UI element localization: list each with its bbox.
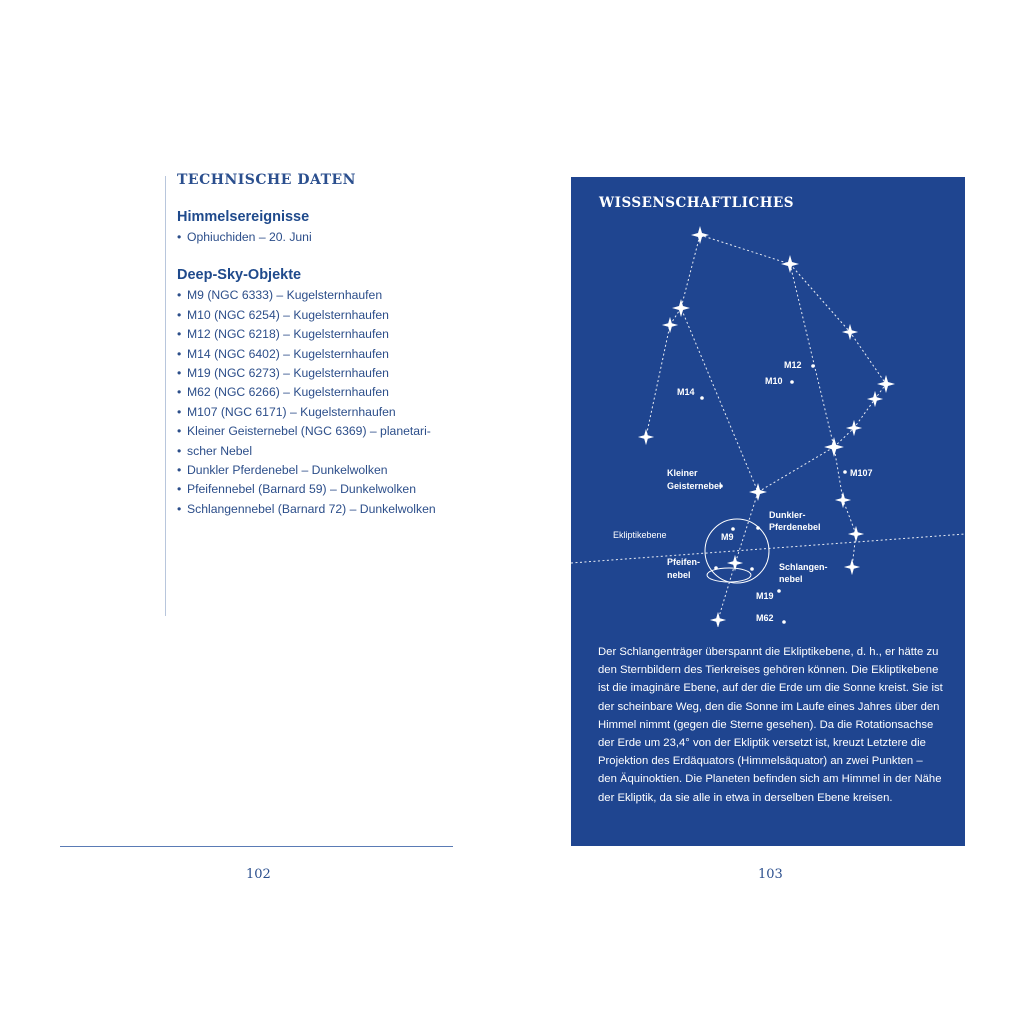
deepsky-list (177, 286, 457, 519)
left-column-rule (165, 176, 166, 616)
list-item: • Pfeifennebel (Barnard 59) – Dunkelwolken (177, 480, 457, 499)
ophiuchus-star-map (571, 177, 965, 627)
label-m62: M62 (756, 613, 774, 623)
events-list (177, 228, 457, 247)
star-icon (691, 226, 709, 244)
object-dot (756, 526, 760, 530)
list-item: • Ophiuchiden – 20. Juni (177, 228, 457, 247)
object-dot (777, 589, 781, 593)
star-icon (638, 429, 654, 445)
page-number-left: 102 (246, 867, 271, 882)
object-dot (714, 566, 718, 570)
object-dot (790, 380, 794, 384)
star-icon (672, 299, 690, 317)
deepsky-object-dots (700, 364, 847, 624)
star-icon (710, 612, 726, 627)
star-icon (662, 317, 678, 333)
label-m19: M19 (756, 591, 774, 601)
object-dot (811, 364, 815, 368)
list-item: • Dunkler Pferdenebel – Dunkelwolken (177, 461, 457, 480)
star-icon (867, 391, 883, 407)
star-icon (842, 324, 858, 340)
label-m10: M10 (765, 376, 783, 386)
label-m14: M14 (677, 387, 695, 397)
label-m107: M107 (850, 468, 873, 478)
label-geisternebel: Geisternebel (667, 481, 722, 491)
science-panel (571, 177, 965, 846)
object-dot (700, 396, 704, 400)
label-pfeifen: Pfeifen- (667, 557, 701, 567)
object-dot (731, 527, 735, 531)
section-title: TECHNISCHE DATEN (177, 172, 356, 188)
label-pfeifen-nebel: nebel (667, 570, 691, 580)
label-ekliptikebene: Ekliptikebene (613, 530, 667, 540)
list-item: • M14 (NGC 6402) – Kugelsternhaufen (177, 345, 457, 364)
label-schlangen: Schlangen- (779, 562, 828, 572)
pipe-nebula-outline (707, 568, 751, 582)
constellation-line (646, 308, 681, 437)
label-kleiner: Kleiner (667, 468, 698, 478)
constellation-line (681, 235, 834, 492)
object-dot (750, 567, 754, 571)
star-icon (835, 492, 851, 508)
list-item: • M19 (NGC 6273) – Kugelsternhaufen (177, 364, 457, 383)
panel-paragraph: Der Schlangenträger überspannt die Ekliptikebene, d. h., er hätte zu den Sternbildern des Tierkreises gehören können. Die Ekliptikebene ist die imaginäre Ebene, auf der die Erde um die Sonne kreist. Sie ist der scheinbare Weg, den die Sonne im Laufe eines Jahres über den Himmel nimmt (gegen die Sterne gesehen). Da die Rotationsachse der Erde um 23,4° von der Ekliptik versetzt ist, kreuzt Letztere die Projektion des Erdäquators (Himmelsäquator) an zwei Punkten – den Äquinoktien. Die Planeten befinden sich am Himmel in der Nähe der Ekliptik, da sie alle in etwa in derselben Ebene kreisen. (598, 646, 943, 804)
star-icon (877, 375, 895, 393)
star-icon (844, 559, 860, 575)
list-item: • M10 (NGC 6254) – Kugelsternhaufen (177, 306, 457, 325)
label-dunkler: Dunkler- (769, 510, 806, 520)
page-number-right: 103 (758, 867, 783, 882)
technical-data-section (177, 172, 457, 519)
panel-title: WISSENSCHAFTLICHES (599, 195, 795, 211)
label-m12: M12 (784, 360, 802, 370)
deepsky-heading: Deep-Sky-Objekte (177, 267, 302, 284)
star-icon (749, 483, 767, 501)
object-dot (782, 620, 786, 624)
list-item: • Schlangennebel (Barnard 72) – Dunkelwolken (177, 500, 457, 519)
list-item: • M12 (NGC 6218) – Kugelsternhaufen (177, 325, 457, 344)
events-heading: Himmelsereignisse (177, 209, 310, 225)
star-icon (848, 526, 864, 542)
label-m9: M9 (721, 532, 734, 542)
constellation-line (718, 492, 758, 620)
list-item: • M62 (NGC 6266) – Kugelsternhaufen (177, 383, 457, 402)
list-item: • M9 (NGC 6333) – Kugelsternhaufen (177, 286, 457, 305)
list-item: • Kleiner Geisternebel (NGC 6369) – planetari- (177, 422, 457, 441)
label-schlangen-nebel: nebel (779, 574, 803, 584)
label-pferdenebel: Pferdenebel (769, 522, 821, 532)
list-item: • M107 (NGC 6171) – Kugelsternhaufen (177, 403, 457, 422)
star-icon (781, 255, 799, 273)
footer-rule (60, 846, 453, 847)
object-dot (843, 470, 847, 474)
list-item-continuation: • scher Nebel (177, 442, 457, 461)
